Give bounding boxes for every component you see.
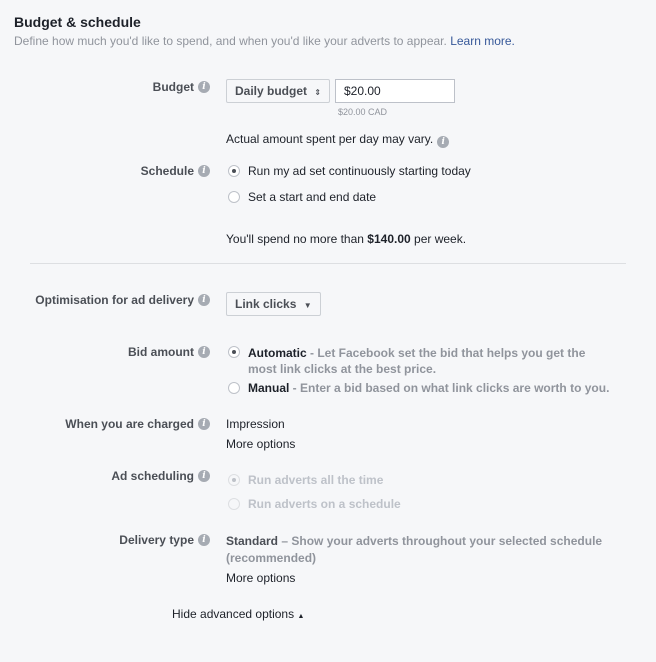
schedule-continuous-label[interactable]: Run my ad set continuously starting today [248, 164, 471, 178]
budget-amount-input[interactable]: $20.00 [335, 79, 455, 103]
bid-manual-radio[interactable] [228, 382, 240, 394]
delivery-type-value [226, 533, 602, 567]
chevron-down-icon: ▼ [303, 301, 312, 310]
schedule-label: Schedule [140, 164, 194, 178]
delivery-type-info-icon[interactable]: i [198, 534, 210, 546]
budget-type-label: Daily budget [235, 84, 308, 98]
hide-advanced-label: Hide advanced options [172, 607, 295, 621]
budget-info-icon[interactable]: i [198, 81, 210, 93]
spend-amount: $140.00 [367, 232, 411, 246]
schedule-continuous-radio[interactable] [228, 165, 240, 177]
budget-type-dropdown[interactable] [226, 79, 330, 103]
bid-automatic-title: Automatic [248, 346, 307, 360]
section-title: Budget & schedule [14, 14, 141, 30]
charged-label: When you are charged [65, 417, 194, 431]
ad-scheduling-label: Ad scheduling [111, 469, 194, 483]
delivery-type-desc-2: (recommended) [226, 551, 317, 565]
section-subtitle [14, 34, 515, 48]
bid-automatic-desc-2: most link clicks at the best price. [248, 362, 437, 376]
budget-converted: $20.00 CAD [338, 107, 388, 117]
budget-note-text: Actual amount spent per day may vary. [226, 132, 434, 146]
bid-manual-title: Manual [248, 381, 290, 395]
ad-scheduling-schedule-radio [228, 498, 240, 510]
updown-caret-icon: ⇕ [314, 88, 322, 97]
schedule-dates-label[interactable]: Set a start and end date [248, 190, 377, 204]
section-divider [30, 263, 626, 264]
budget-note [226, 132, 449, 148]
schedule-info-icon[interactable]: i [198, 165, 210, 177]
budget-label: Budget [152, 80, 194, 94]
ad-scheduling-all-time-label: Run adverts all the time [248, 473, 384, 487]
delivery-more-options-link[interactable]: More options [226, 571, 296, 585]
weekly-spend-note [226, 232, 466, 246]
delivery-type-title: Standard [226, 534, 279, 548]
delivery-type-label: Delivery type [119, 533, 194, 547]
charged-value: Impression [226, 417, 285, 431]
hide-advanced-options-link[interactable] [172, 607, 304, 621]
optimisation-dropdown[interactable] [226, 292, 321, 316]
spend-prefix: You'll spend no more than [226, 232, 364, 246]
learn-more-link[interactable]: Learn more. [450, 34, 515, 48]
subtitle-text: Define how much you'd like to spend, and when you'd like your adverts to appear. [14, 34, 447, 48]
charged-more-options-link[interactable]: More options [226, 437, 296, 451]
spend-suffix: per week. [414, 232, 467, 246]
schedule-dates-radio[interactable] [228, 191, 240, 203]
bid-automatic-desc-1: - Let Facebook set the bid that helps you get the [306, 346, 586, 360]
ad-scheduling-all-time-radio [228, 474, 240, 486]
bid-manual-desc: - Enter a bid based on what link clicks are worth to you. [289, 381, 610, 395]
bid-automatic-radio[interactable] [228, 346, 240, 358]
bid-amount-label: Bid amount [128, 345, 194, 359]
caret-up-icon: ▲ [297, 613, 305, 620]
optimisation-value: Link clicks [235, 297, 297, 311]
ad-scheduling-info-icon[interactable]: i [198, 470, 210, 482]
bid-manual-label[interactable] [248, 381, 609, 395]
charged-info-icon[interactable]: i [198, 418, 210, 430]
delivery-type-desc-1: – Show your adverts throughout your selected schedule [278, 534, 603, 548]
optimisation-info-icon[interactable]: i [198, 294, 210, 306]
budget-note-info-icon[interactable]: i [437, 136, 449, 148]
optimisation-label: Optimisation for ad delivery [35, 293, 194, 307]
bid-amount-info-icon[interactable]: i [198, 346, 210, 358]
ad-scheduling-schedule-label: Run adverts on a schedule [248, 497, 401, 511]
bid-automatic-label[interactable] [248, 345, 585, 377]
